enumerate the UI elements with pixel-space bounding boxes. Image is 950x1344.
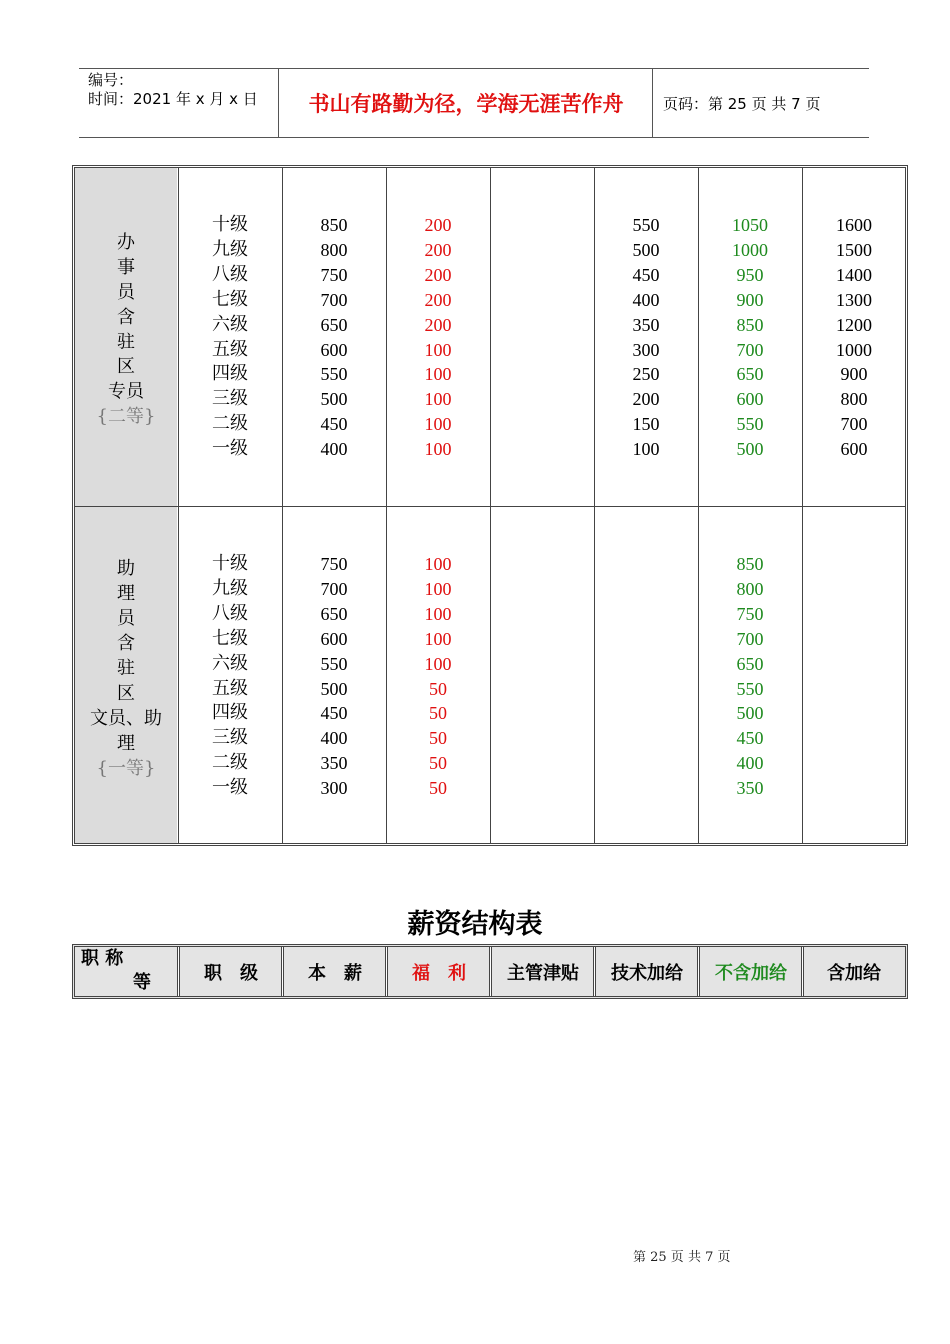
table-cell: 500 bbox=[320, 389, 348, 410]
table-cell: 九级 bbox=[212, 238, 248, 260]
table-cell: 1600 bbox=[836, 215, 872, 235]
table-cell: 650 bbox=[320, 314, 348, 335]
table-cell: 300 bbox=[320, 778, 348, 799]
section-label-line: 含 bbox=[117, 633, 135, 655]
table-cell: 700 bbox=[736, 628, 764, 649]
base-column bbox=[282, 213, 386, 462]
table-cell: 500 bbox=[632, 239, 660, 260]
table-cell: 250 bbox=[632, 364, 660, 385]
table-cell: 100 bbox=[632, 439, 660, 460]
page-header bbox=[79, 68, 869, 138]
time-label: 时间：2021 年 x 月 x 日 bbox=[88, 90, 258, 108]
table-cell: 500 bbox=[736, 439, 764, 460]
col-header-base: 本 薪 bbox=[308, 962, 362, 984]
col-header-tech: 技术加给 bbox=[611, 962, 683, 984]
table-cell: 1300 bbox=[836, 289, 872, 310]
table-cell: 100 bbox=[424, 628, 452, 649]
table-cell: 700 bbox=[840, 414, 868, 435]
table-cell: 400 bbox=[320, 439, 348, 460]
col-header-title-top: 职 称 bbox=[81, 948, 124, 969]
table-cell: 200 bbox=[424, 215, 452, 235]
table-cell: 1000 bbox=[732, 239, 768, 260]
col-header-incl: 含加给 bbox=[827, 962, 881, 984]
excl-column bbox=[698, 552, 802, 801]
table-cell: 100 bbox=[424, 389, 452, 410]
table-cell: 200 bbox=[424, 314, 452, 335]
section-label-line: 区 bbox=[117, 682, 135, 704]
table-cell: 750 bbox=[320, 264, 348, 285]
table-cell: 50 bbox=[429, 703, 447, 724]
header-column-divider bbox=[697, 947, 700, 996]
base-column bbox=[282, 552, 386, 801]
table-cell: 1200 bbox=[836, 314, 872, 335]
level-column bbox=[178, 552, 282, 801]
table-cell: 550 bbox=[632, 215, 660, 235]
header-page-info: 页码：第 25 页 共 7 页 bbox=[663, 94, 821, 113]
table-cell: 800 bbox=[840, 389, 868, 410]
table-cell: 600 bbox=[736, 389, 764, 410]
table-cell: 七级 bbox=[212, 288, 248, 310]
table-cell: 五级 bbox=[212, 677, 248, 699]
structure-header-table bbox=[72, 944, 908, 999]
section-label-line: 驻 bbox=[117, 331, 135, 353]
section-label-line: 区 bbox=[117, 356, 135, 378]
table-cell: 四级 bbox=[212, 363, 248, 385]
table-cell: 400 bbox=[320, 728, 348, 749]
table-cell: 650 bbox=[320, 603, 348, 624]
col-header-title-bottom: 等 bbox=[133, 972, 151, 993]
table-cell: 950 bbox=[736, 264, 764, 285]
page-footer: 第 25 页 共 7 页 bbox=[633, 1250, 731, 1265]
excl-column bbox=[698, 213, 802, 462]
section-label-line: 含 bbox=[117, 306, 135, 328]
table-cell: 三级 bbox=[212, 388, 248, 410]
table-cell: 三级 bbox=[212, 727, 248, 749]
table-cell: 700 bbox=[320, 578, 348, 599]
table-cell: 100 bbox=[424, 603, 452, 624]
table-cell: 650 bbox=[736, 364, 764, 385]
table-cell: 100 bbox=[424, 653, 452, 674]
section-label-line: 文员、助 bbox=[90, 707, 162, 729]
table-cell: 50 bbox=[429, 753, 447, 774]
table-cell: 600 bbox=[840, 439, 868, 460]
level-column bbox=[178, 213, 282, 462]
table-cell: 800 bbox=[320, 239, 348, 260]
salary-table bbox=[72, 165, 908, 846]
table-cell: 50 bbox=[429, 778, 447, 799]
table-cell: 300 bbox=[632, 339, 660, 360]
table-cell: 900 bbox=[736, 289, 764, 310]
table-cell: 六级 bbox=[212, 652, 248, 674]
table-cell: 500 bbox=[736, 703, 764, 724]
table-cell: 100 bbox=[424, 578, 452, 599]
table-cell: 700 bbox=[320, 289, 348, 310]
col-header-excl: 不含加给 bbox=[715, 962, 787, 984]
table-cell: 550 bbox=[320, 653, 348, 674]
table-cell: 500 bbox=[320, 678, 348, 699]
section-label-line: 员 bbox=[117, 608, 135, 630]
table-cell: 100 bbox=[424, 364, 452, 385]
table-cell: 700 bbox=[736, 339, 764, 360]
table-cell: 200 bbox=[424, 289, 452, 310]
table-cell: 50 bbox=[429, 728, 447, 749]
table-cell: 350 bbox=[736, 778, 764, 799]
table-cell: 400 bbox=[736, 753, 764, 774]
table-cell: 八级 bbox=[212, 263, 248, 285]
table-cell: 七级 bbox=[212, 627, 248, 649]
table-cell: 850 bbox=[736, 554, 764, 574]
section-grade: {二等} bbox=[96, 406, 156, 428]
table-cell: 一级 bbox=[212, 438, 248, 460]
table-cell: 200 bbox=[632, 389, 660, 410]
table-cell: 100 bbox=[424, 554, 452, 574]
table-cell: 550 bbox=[736, 414, 764, 435]
table-cell: 600 bbox=[320, 339, 348, 360]
table-cell: 550 bbox=[320, 364, 348, 385]
table-cell: 800 bbox=[736, 578, 764, 599]
section-label-line: 员 bbox=[117, 281, 135, 303]
section-label-line: 事 bbox=[117, 256, 135, 278]
section-label-line: 理 bbox=[117, 732, 135, 754]
table-cell: 450 bbox=[736, 728, 764, 749]
table-cell: 十级 bbox=[212, 553, 248, 574]
table-cell: 200 bbox=[424, 264, 452, 285]
table-cell: 六级 bbox=[212, 313, 248, 335]
table-cell: 50 bbox=[429, 678, 447, 699]
table-cell: 150 bbox=[632, 414, 660, 435]
table-cell: 650 bbox=[736, 653, 764, 674]
table-cell: 十级 bbox=[212, 214, 248, 235]
table-cell: 九级 bbox=[212, 577, 248, 599]
section-label-line: 驻 bbox=[117, 658, 135, 680]
table-cell: 350 bbox=[632, 314, 660, 335]
section-label-line: 办 bbox=[117, 231, 135, 253]
section-label bbox=[75, 557, 177, 781]
section-label-line: 理 bbox=[117, 583, 135, 605]
header-meta bbox=[79, 69, 279, 137]
incl-column bbox=[802, 213, 906, 462]
table-cell: 450 bbox=[320, 703, 348, 724]
col-header-welfare: 福 利 bbox=[412, 962, 466, 984]
table-cell: 450 bbox=[632, 264, 660, 285]
header-column-divider bbox=[385, 947, 388, 996]
table-cell: 1050 bbox=[732, 215, 768, 235]
welfare-column bbox=[386, 213, 490, 462]
table-cell: 1000 bbox=[836, 339, 872, 360]
header-column-divider bbox=[489, 947, 492, 996]
table-cell: 四级 bbox=[212, 702, 248, 724]
table-cell: 1400 bbox=[836, 264, 872, 285]
col-header-title bbox=[81, 947, 177, 996]
table-cell: 750 bbox=[736, 603, 764, 624]
section-label-line: 专员 bbox=[108, 381, 144, 403]
table-cell: 100 bbox=[424, 414, 452, 435]
table-cell: 八级 bbox=[212, 602, 248, 624]
table-cell: 1500 bbox=[836, 239, 872, 260]
header-column-divider bbox=[593, 947, 596, 996]
table-cell: 850 bbox=[736, 314, 764, 335]
table-cell: 400 bbox=[632, 289, 660, 310]
table-cell: 100 bbox=[424, 439, 452, 460]
table-cell: 600 bbox=[320, 628, 348, 649]
tech-column bbox=[594, 213, 698, 462]
table-cell: 900 bbox=[840, 364, 868, 385]
column-divider bbox=[490, 168, 491, 843]
number-label: 编号： bbox=[88, 71, 134, 89]
table-cell: 200 bbox=[424, 239, 452, 260]
section-grade: {一等} bbox=[96, 757, 156, 779]
section-label-line: 助 bbox=[117, 558, 135, 580]
header-column-divider bbox=[281, 947, 284, 996]
table-cell: 100 bbox=[424, 339, 452, 360]
table-cell: 750 bbox=[320, 554, 348, 574]
table-cell: 850 bbox=[320, 215, 348, 235]
structure-title: 薪资结构表 bbox=[407, 909, 543, 940]
welfare-column bbox=[386, 552, 490, 801]
table-cell: 二级 bbox=[212, 752, 248, 774]
table-cell: 一级 bbox=[212, 777, 248, 799]
table-cell: 五级 bbox=[212, 338, 248, 360]
table-cell: 二级 bbox=[212, 413, 248, 435]
table-cell: 550 bbox=[736, 678, 764, 699]
header-motto: 书山有路勤为径，学海无涯苦作舟 bbox=[280, 69, 653, 137]
col-header-level: 职 级 bbox=[204, 962, 258, 984]
table-cell: 350 bbox=[320, 753, 348, 774]
header-column-divider bbox=[801, 947, 804, 996]
section-label bbox=[75, 231, 177, 430]
col-header-supervisor: 主管津贴 bbox=[507, 962, 579, 984]
header-column-divider bbox=[177, 947, 180, 996]
table-cell: 450 bbox=[320, 414, 348, 435]
